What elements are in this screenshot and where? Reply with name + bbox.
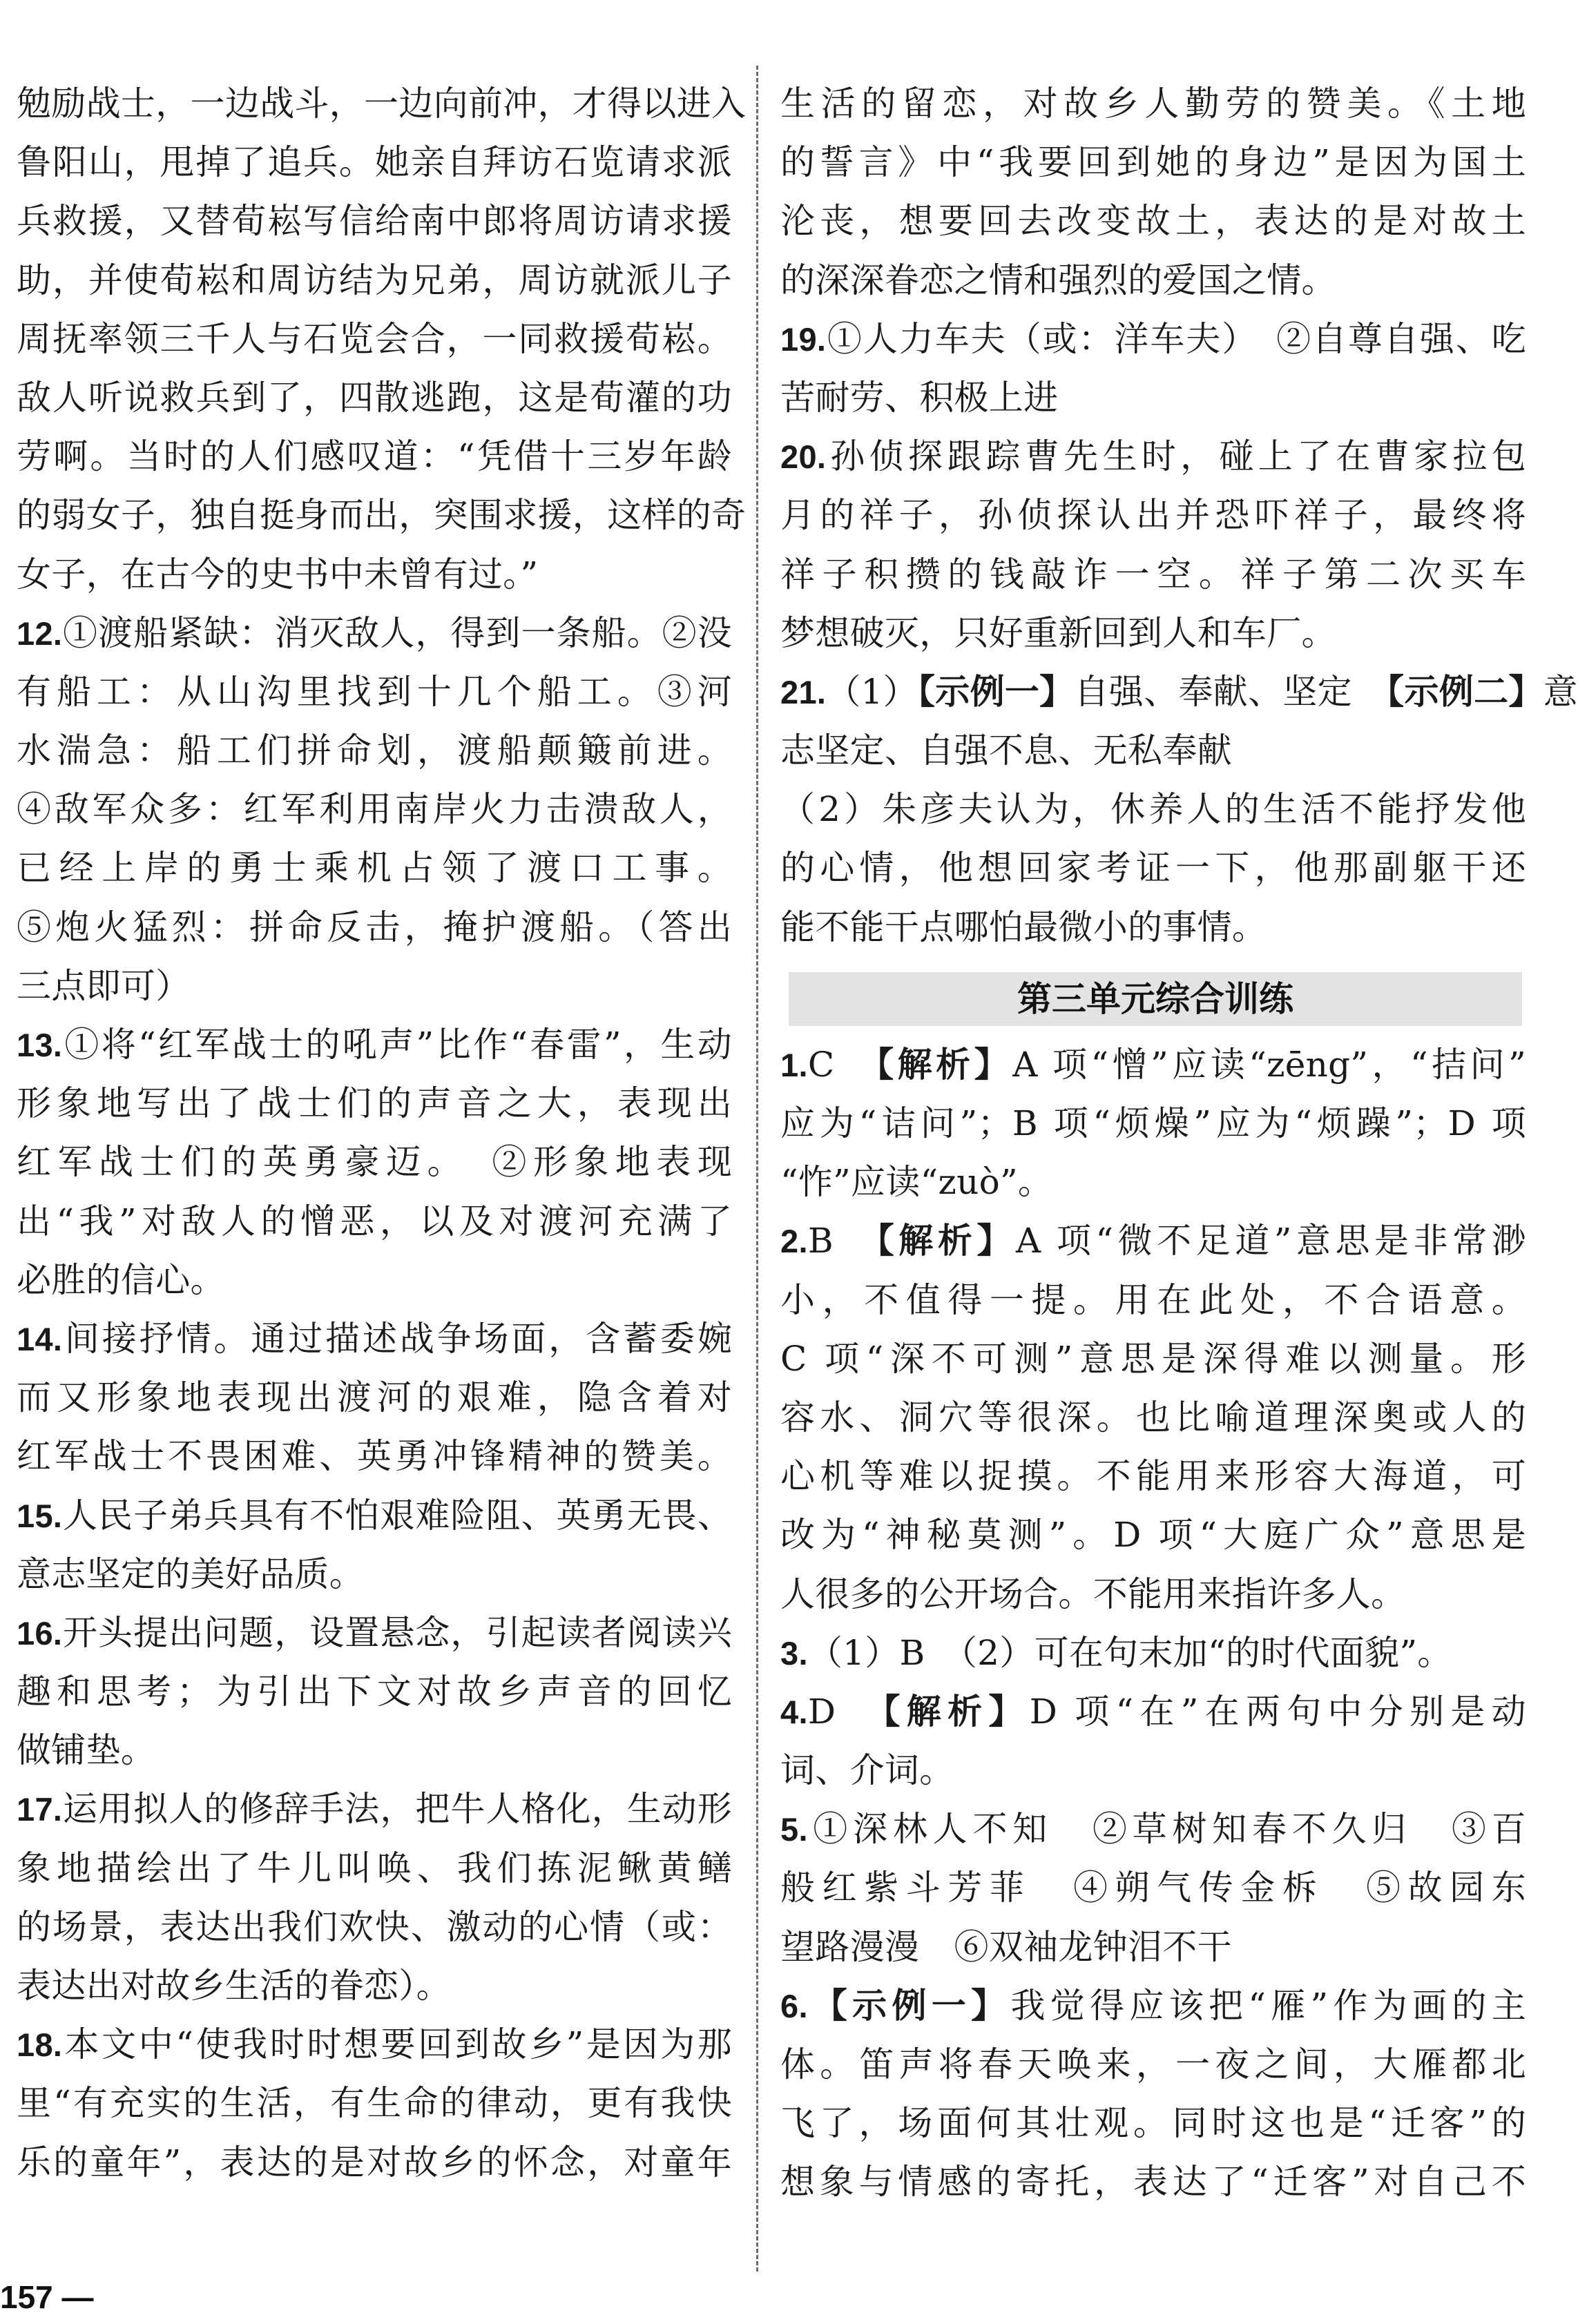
label-tag: 【示例一】 — [807, 1985, 1011, 2026]
text-line — [780, 780, 1526, 839]
text-line — [780, 310, 1526, 369]
line-text: 应为“诘问”；B 项“烦燥”应为“烦躁”；D 项 — [780, 1103, 1526, 1143]
text-line — [17, 192, 732, 251]
text-line — [780, 1565, 1526, 1624]
question-number: 16. — [17, 1614, 63, 1652]
label-tag: 【解析】 — [883, 1691, 1030, 1732]
line-text: 必胜的信心。 — [17, 1259, 225, 1300]
question-number: 2. — [780, 1223, 808, 1260]
text-line — [780, 1624, 1526, 1683]
line-text: 已经上岸的勇士乘机占领了渡口工事。 — [17, 848, 732, 889]
text-line — [780, 1036, 1526, 1094]
question-number: 5. — [780, 1811, 808, 1848]
section-title: 第三单元综合训练 — [789, 972, 1522, 1026]
line-text: 助，并使荀崧和周访结为兄弟，周访就派儿子 — [17, 260, 732, 300]
text-line — [17, 839, 732, 898]
text-line — [17, 1427, 732, 1486]
line-text: “怍”应读“zuò”。 — [780, 1162, 1053, 1203]
question-number: 17. — [17, 1791, 63, 1828]
question-number: 6. — [780, 1987, 808, 2024]
line-text: 祥子积攒的钱敲诈一空。祥子第二次买车 — [780, 554, 1526, 594]
text-line — [17, 957, 732, 1016]
line-text: C 项“深不可测”意思是深得难以测量。形 — [780, 1338, 1526, 1379]
text-line — [17, 663, 732, 722]
label-tag: 【解析】 — [876, 1044, 1013, 1085]
text-line — [780, 2035, 1526, 2094]
text-line — [17, 1545, 732, 1604]
text-line — [17, 1016, 732, 1074]
text-line — [17, 2015, 732, 2074]
line-text: 开头提出问题，设置悬念，引起读者阅读兴 — [62, 1612, 732, 1653]
line-text: 表达出对故乡生活的眷恋）。 — [17, 1966, 451, 2006]
text-line — [780, 722, 1526, 780]
line-text: 出“我”对敌人的憎恶，以及对渡河充满了 — [17, 1201, 732, 1241]
text-line — [17, 486, 747, 545]
text-line — [780, 1859, 1526, 1917]
text-line — [17, 1839, 732, 1898]
question-number: 20. — [780, 438, 827, 476]
right-column-answers-top — [780, 75, 1578, 957]
line-text: D 【解析】D 项“在”在两句中分别是动 — [807, 1691, 1526, 1732]
line-text: 本文中“使我时时想要回到故乡”是因为那 — [62, 2024, 732, 2065]
line-text: 红军战士不畏困难、英勇冲锋精神的赞美。 — [17, 1436, 732, 1477]
line-text: 敌人听说救兵到了，四散逃跑，这是荀灌的功 — [17, 377, 732, 418]
question-number: 4. — [780, 1693, 808, 1730]
text-line — [780, 1212, 1526, 1270]
line-text: 运用拟人的修辞手法，把牛人格化，生动形 — [62, 1789, 732, 1830]
line-text: 趣和思考；为引出下文对故乡声音的回忆 — [17, 1672, 732, 1712]
line-text: C 【解析】A 项“憎”应读“zēng”，“拮问” — [807, 1044, 1527, 1085]
text-line — [780, 1683, 1526, 1741]
line-text: 意志坚定的美好品质。 — [17, 1553, 364, 1594]
line-text: 勉励战士，一边战斗，一边向前冲，才得以进入 — [17, 84, 747, 124]
text-line — [780, 663, 1578, 722]
text-line — [780, 898, 1526, 957]
line-text: 鲁阳山，甩掉了追兵。她亲自拜访石览请求派 — [17, 142, 732, 183]
text-line — [780, 1388, 1526, 1447]
line-text: 梦想破灭，只好重新回到人和车厂。 — [780, 612, 1336, 653]
line-text: 志坚定、自强不息、无私奉献 — [780, 730, 1232, 771]
text-line — [780, 1800, 1526, 1859]
line-text: 飞了，场面何其壮观。同时这也是“迁客”的 — [780, 2103, 1526, 2144]
text-line — [780, 427, 1526, 486]
line-text: B 【解析】A 项“微不足道”意思是非常渺 — [807, 1221, 1527, 1261]
text-line — [17, 251, 732, 310]
line-text: 兵救援，又替荀崧写信给南中郎将周访请求援 — [17, 201, 732, 242]
text-line — [17, 427, 732, 486]
line-text: 间接抒情。通过描述战争场面，含蓄委婉 — [62, 1318, 732, 1359]
line-text: 望路漫漫 ⑥双袖龙钟泪不干 — [780, 1926, 1232, 1967]
text-line — [17, 310, 732, 369]
question-number: 19. — [780, 320, 827, 358]
text-line — [780, 1330, 1526, 1388]
text-line — [17, 898, 732, 957]
line-text: 而又形象地表现出渡河的艰难，隐含着对 — [17, 1377, 732, 1418]
line-text: 词、介词。 — [780, 1750, 954, 1791]
text-line — [17, 1368, 732, 1427]
text-line — [780, 545, 1526, 604]
right-column-answers-bottom — [780, 1036, 1526, 2212]
text-line — [17, 1898, 732, 1957]
text-line — [17, 1957, 732, 2015]
text-line — [780, 1918, 1526, 1977]
line-text: 生活的留恋，对故乡人勤劳的赞美。《土地 — [780, 84, 1526, 124]
text-line — [780, 75, 1526, 133]
line-text: ①人力车夫（或：洋车夫） ②自尊自强、吃 — [826, 318, 1526, 359]
question-number: 18. — [17, 2026, 63, 2064]
line-text: （2）朱彦夫认为，休养人的生活不能抒发他 — [780, 789, 1526, 830]
line-text: 做铺垫。 — [17, 1730, 156, 1771]
line-text: 月的祥子，孙侦探认出并恐吓祥子，最终将 — [780, 495, 1526, 536]
text-line — [17, 1310, 732, 1368]
text-line — [780, 1977, 1526, 2035]
label-tag: 【解析】 — [876, 1221, 1016, 1261]
line-text: 里“有充实的生活，有生命的律动，更有我快 — [17, 2083, 732, 2124]
text-line — [17, 369, 732, 427]
line-text: 的誓言》中“我要回到她的身边”是因为国土 — [780, 142, 1526, 183]
line-text: （1）B （2）可在句末加“的时代面貌”。 — [807, 1632, 1452, 1673]
line-text: 孙侦探跟踪曹先生时，碰上了在曹家拉包 — [826, 436, 1526, 477]
line-text: 周抚率领三千人与石览会合，一同救援荀崧。 — [17, 318, 732, 359]
text-line — [17, 1663, 732, 1721]
line-text: 体。笛声将春天唤来，一夜之间，大雁都北 — [780, 2044, 1526, 2084]
text-line — [17, 75, 747, 133]
text-line — [17, 1251, 732, 1310]
question-number: 14. — [17, 1320, 63, 1357]
text-line — [17, 545, 732, 604]
right-column — [780, 75, 1578, 2212]
line-text: ①深林人不知 ②草树知春不久归 ③百 — [807, 1809, 1526, 1850]
line-text: （1）【示例一】自强、奉献、坚定 【示例二】意 — [826, 671, 1578, 712]
text-line — [17, 1487, 732, 1545]
question-number: 3. — [780, 1634, 808, 1672]
text-line — [780, 133, 1526, 192]
line-text: 容水、洞穴等很深。也比喻道理深奥或人的 — [780, 1397, 1526, 1437]
question-number: 13. — [17, 1027, 63, 1063]
line-text: 苦耐劳、积极上进 — [780, 377, 1059, 418]
text-line — [780, 1094, 1526, 1153]
question-number: 1. — [780, 1046, 808, 1083]
line-text: 能不能干点哪怕最微小的事情。 — [780, 907, 1267, 947]
text-line — [17, 1780, 732, 1839]
line-text: 三点即可） — [17, 965, 191, 1006]
line-text: 乐的童年”，表达的是对故乡的怀念，对童年 — [17, 2142, 732, 2182]
text-line — [17, 2133, 732, 2192]
question-number: 21. — [780, 673, 827, 710]
text-line — [780, 839, 1526, 898]
text-line — [780, 486, 1526, 545]
text-line — [780, 1506, 1526, 1565]
line-text: ④敌军众多：红军利用南岸火力击溃敌人， — [17, 789, 732, 830]
line-text: 形象地写出了战士们的声音之大，表现出 — [17, 1083, 732, 1124]
text-line — [17, 780, 732, 839]
line-text: ①渡船紧缺：消灭敌人，得到一条船。②没 — [62, 612, 732, 653]
label-tag: 【示例一】 — [917, 671, 1075, 712]
line-text: 水湍急：船工们拼命划，渡船颠簸前进。 — [17, 730, 732, 771]
text-line — [17, 1604, 732, 1663]
text-line — [780, 192, 1526, 251]
line-text: 的深深眷恋之情和强烈的爱国之情。 — [780, 260, 1336, 300]
text-line — [780, 1153, 1526, 1212]
text-line — [780, 251, 1526, 310]
text-line — [17, 1721, 732, 1780]
text-line — [780, 369, 1526, 427]
text-line — [780, 2094, 1526, 2153]
line-text: 的弱女子，独自挺身而出，突围求援，这样的奇 — [17, 495, 747, 536]
text-line — [17, 604, 732, 663]
line-text: 沦丧，想要回去改变故土，表达的是对故土 — [780, 201, 1526, 242]
line-text: 心机等难以捉摸。不能用来形容大海道，可 — [780, 1456, 1526, 1497]
line-text: 想象与情感的寄托，表达了“迁客”对自己不 — [780, 2162, 1526, 2202]
text-line — [780, 1741, 1526, 1800]
text-line — [17, 1074, 732, 1133]
line-text: 的心情，他想回家考证一下，他那副躯干还 — [780, 848, 1526, 889]
page-number: 157 — — [0, 2279, 94, 2315]
text-line — [17, 1192, 732, 1251]
text-line — [17, 133, 732, 192]
question-number: 12. — [17, 614, 63, 652]
line-text: ①将“红军战士的吼声”比作“春雷”，生动 — [62, 1025, 732, 1065]
text-line — [780, 1271, 1526, 1330]
line-text: 劳啊。当时的人们感叹道：“凭借十三岁年龄 — [17, 436, 732, 477]
line-text: 人很多的公开场合。不能用来指许多人。 — [780, 1573, 1406, 1614]
line-text: 般红紫斗芳菲 ④朔气传金柝 ⑤故园东 — [780, 1868, 1526, 1908]
line-text: 红军战士们的英勇豪迈。 ②形象地表现 — [17, 1142, 732, 1183]
line-text: 象地描绘出了牛儿叫唤、我们拣泥鳅黄鳝 — [17, 1848, 732, 1888]
line-text: 女子，在古今的史书中未曾有过。” — [17, 554, 539, 594]
line-text: 小，不值得一提。用在此处，不合语意。 — [780, 1279, 1526, 1320]
question-number: 15. — [17, 1497, 63, 1534]
label-tag: 【示例二】 — [1387, 671, 1543, 712]
text-line — [17, 2074, 732, 2133]
left-column — [17, 75, 747, 2192]
text-line — [780, 1447, 1526, 1506]
line-text: 的场景，表达出我们欢快、激动的心情（或： — [17, 1906, 732, 1947]
line-text: 改为“神秘莫测”。D 项“大庭广众”意思是 — [780, 1515, 1526, 1556]
text-line — [780, 2153, 1526, 2211]
line-text: 有船工：从山沟里找到十几个船工。③河 — [17, 671, 732, 712]
column-divider — [756, 66, 758, 2272]
line-text: 人民子弟兵具有不怕艰难险阻、英勇无畏、 — [62, 1495, 732, 1536]
line-text: 【示例一】我觉得应该把“雁”作为画的主 — [807, 1985, 1527, 2026]
text-line — [17, 722, 732, 780]
text-line — [780, 604, 1526, 663]
line-text: ⑤炮火猛烈：拼命反击，掩护渡船。（答出 — [17, 907, 732, 947]
text-line — [17, 1133, 732, 1192]
